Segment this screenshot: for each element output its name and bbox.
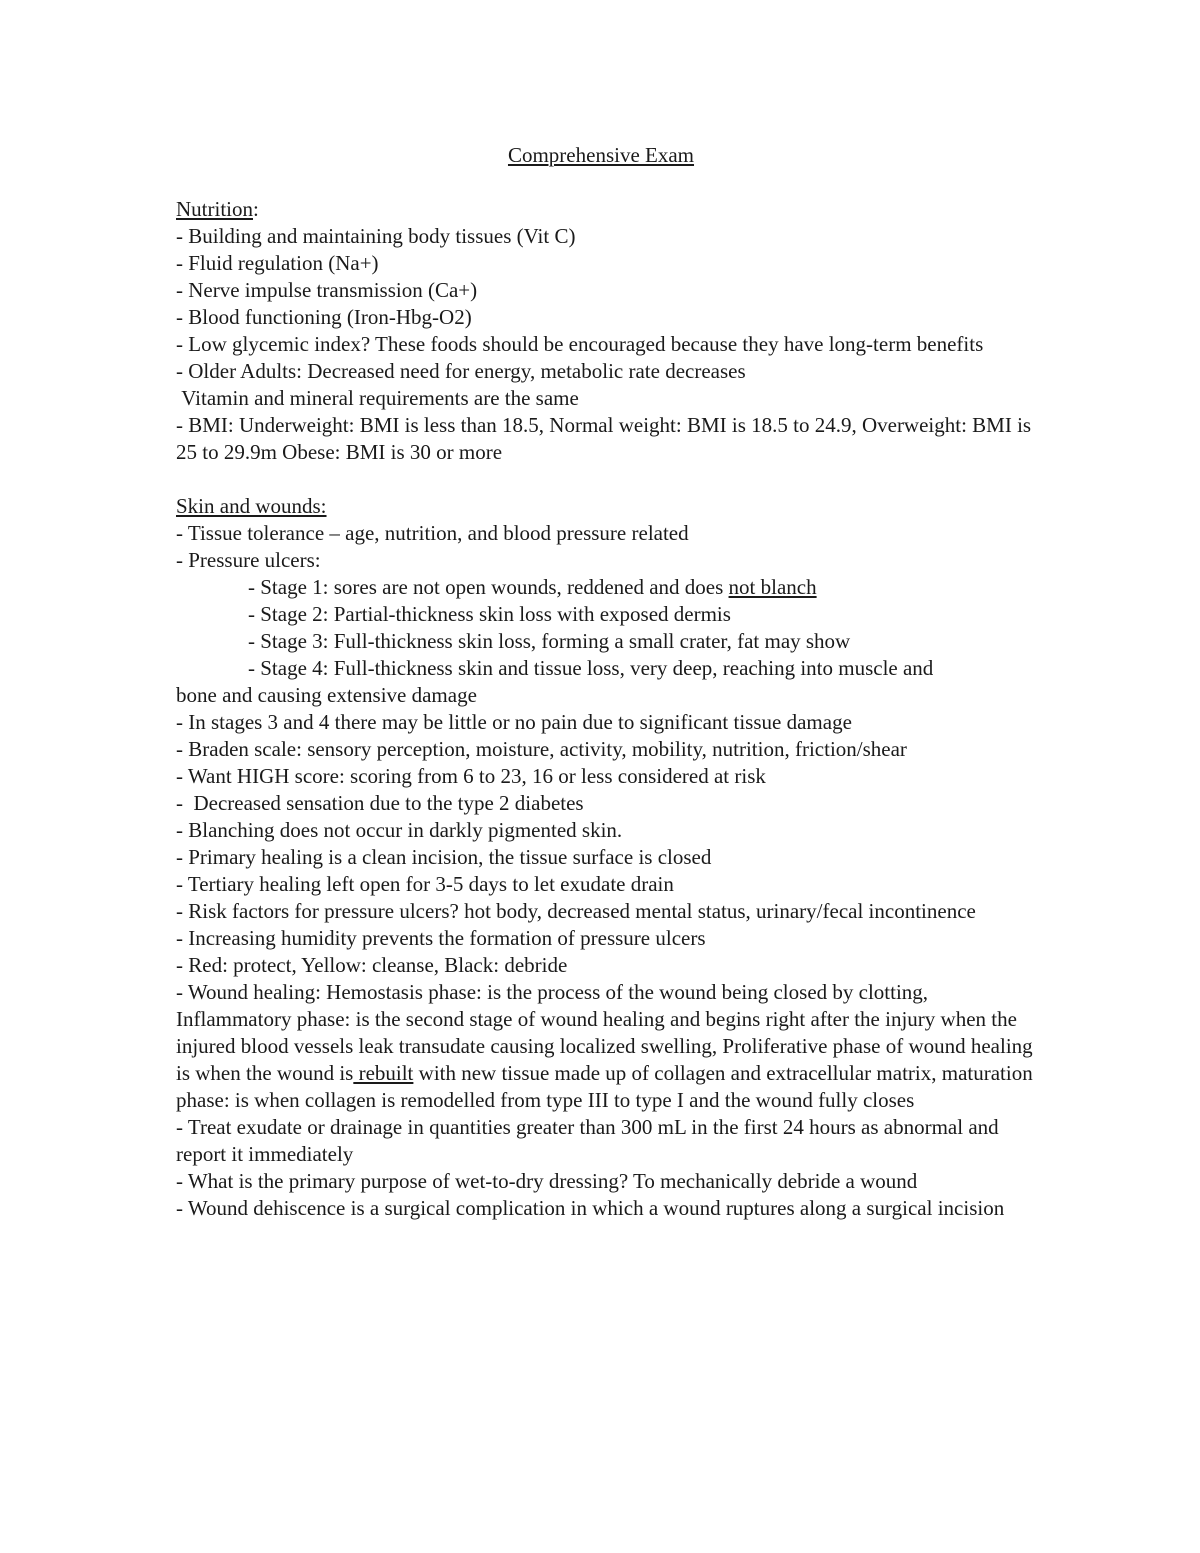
nutrition-heading: Nutrition	[176, 197, 253, 221]
list-item: - Want HIGH score: scoring from 6 to 23, 16 or less considered at risk	[176, 764, 766, 788]
list-item: - Risk factors for pressure ulcers? hot body, decreased mental status, urinary/fecal incontinence	[176, 899, 976, 923]
page-title: Comprehensive Exam	[507, 143, 695, 167]
list-item: - Tissue tolerance – age, nutrition, and blood pressure related	[176, 521, 689, 545]
list-item: - Tertiary healing left open for 3-5 days to let exudate drain	[176, 872, 674, 896]
list-item: - Pressure ulcers:	[176, 548, 321, 572]
list-item: - What is the primary purpose of wet-to-dry dressing? To mechanically debride a wound	[176, 1169, 918, 1193]
list-item: - Nerve impulse transmission (Ca+)	[176, 278, 478, 302]
list-item: - Braden scale: sensory perception, moisture, activity, mobility, nutrition, friction/shear	[176, 737, 907, 761]
spacer	[176, 466, 1036, 493]
list-item: - Blanching does not occur in darkly pigmented skin.	[176, 818, 623, 842]
list-item: - Increasing humidity prevents the formation of pressure ulcers	[176, 926, 706, 950]
skin-heading: Skin and wounds:	[176, 494, 327, 518]
stage-1-item: - Stage 1: sores are not open wounds, reddened and does not blanch	[248, 575, 817, 599]
nutrition-heading-line: Nutrition:	[176, 197, 259, 221]
skin-section	[176, 493, 1036, 1222]
list-item: - Older Adults: Decreased need for energy, metabolic rate decreases	[176, 359, 746, 383]
list-item: - Primary healing is a clean incision, the tissue surface is closed	[176, 845, 712, 869]
stage-item: - Stage 3: Full-thickness skin loss, forming a small crater, fat may show	[248, 629, 851, 653]
list-item: - BMI: Underweight: BMI is less than 18.5, Normal weight: BMI is 18.5 to 24.9, Overweight: BMI is 25 to 29.9m Obese: BMI is 30 or more	[176, 413, 1032, 464]
list-item: - Fluid regulation (Na+)	[176, 251, 379, 275]
list-item: - Blood functioning (Iron-Hbg-O2)	[176, 305, 472, 329]
list-item: - Wound dehiscence is a surgical complication in which a wound ruptures along a surgical incision	[176, 1196, 1005, 1220]
list-item: - Building and maintaining body tissues (Vit C)	[176, 224, 576, 248]
wound-healing-item: - Wound healing: Hemostasis phase: is the process of the wound being closed by clotting, Inflammatory phase: is the second stage of wound healing and begins right after the injury when the injured blood vessels leak transudate causing localized swelling, Proliferative phase of wound healing is when the wound is rebuilt with new tissue made up of collagen and extracellular matrix, maturation phase: is when collagen is remodelled from type III to type I and the wound fully closes	[176, 980, 1033, 1112]
list-item: - Red: protect, Yellow: cleanse, Black: debride	[176, 953, 568, 977]
nutrition-section	[176, 196, 1036, 466]
list-item: - In stages 3 and 4 there may be little or no pain due to significant tissue damage	[176, 710, 852, 734]
stage-item: - Stage 2: Partial-thickness skin loss with exposed dermis	[248, 602, 731, 626]
stage-4-item-continued: bone and causing extensive damage	[176, 683, 477, 707]
stage-4-item: - Stage 4: Full-thickness skin and tissue loss, very deep, reaching into muscle and	[248, 656, 934, 680]
list-item: - Low glycemic index? These foods should be encouraged because they have long-term benefits	[176, 332, 984, 356]
document-page	[176, 142, 1036, 1222]
list-item: - Treat exudate or drainage in quantities greater than 300 mL in the first 24 hours as abnormal and report it immediately	[176, 1115, 999, 1166]
list-item: - Decreased sensation due to the type 2 diabetes	[176, 791, 584, 815]
list-item: Vitamin and mineral requirements are the same	[176, 386, 579, 410]
